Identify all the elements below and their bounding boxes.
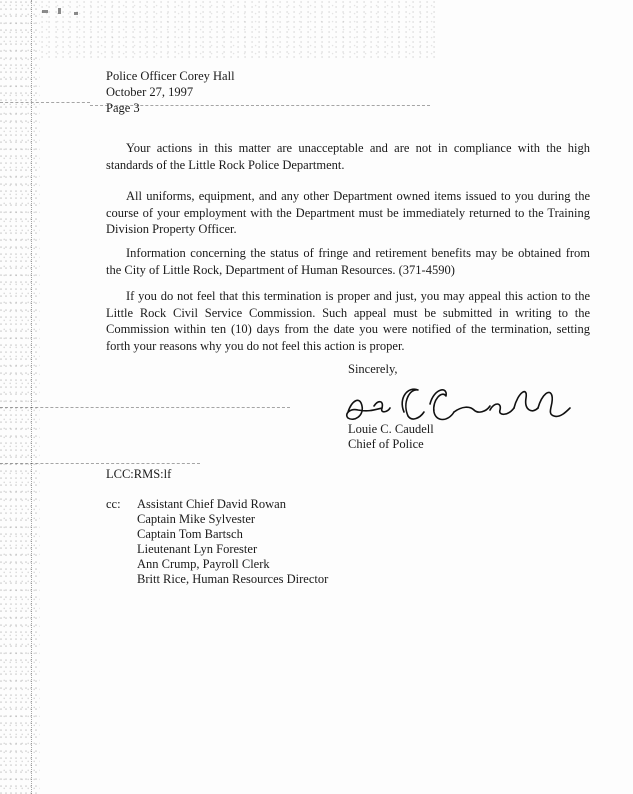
cc-list xyxy=(137,497,328,587)
scan-speck xyxy=(58,8,61,14)
body-paragraph-1: Your actions in this matter are unacceptable and are not in compliance with the high standards of the Little Rock Police Department. xyxy=(106,141,590,172)
page-number: Page 3 xyxy=(106,101,140,115)
cc-recipient: Lieutenant Lyn Forester xyxy=(137,542,258,556)
reference-initials: LCC:RMS:lf xyxy=(106,467,172,481)
body-paragraph-4: If you do not feel that this termination is proper and just, you may appeal this action to the Little Rock Civil Service Commission. Such appeal must be submitted in writing to the Commission within ten (10) days from the date you were notified of the termination, setting forth your reasons why you do not feel this action is proper. xyxy=(106,289,590,353)
cc-recipient: Captain Mike Sylvester xyxy=(137,512,256,526)
recipient-name: Police Officer Corey Hall xyxy=(106,69,235,83)
scan-speck xyxy=(74,12,78,15)
scan-speck xyxy=(42,10,48,13)
scan-line xyxy=(0,102,90,103)
signer-title: Chief of Police xyxy=(348,437,424,451)
letter-header xyxy=(106,68,235,116)
body-paragraph-3: Information concerning the status of fringe and retirement benefits may be obtained from the City of Little Rock, Department of Human Resources. (371-4590) xyxy=(106,246,590,277)
scan-noise-top xyxy=(40,0,440,60)
cc-recipient: Britt Rice, Human Resources Director xyxy=(137,572,329,586)
signer-name: Louie C. Caudell xyxy=(348,422,434,436)
closing-salutation: Sincerely, xyxy=(348,362,398,376)
scan-line xyxy=(0,407,290,408)
cc-label: cc: xyxy=(106,497,121,511)
cc-recipient: Captain Tom Bartsch xyxy=(137,527,243,541)
body-paragraph-2: All uniforms, equipment, and any other Department owned items issued to you during the course of your employment with the Department must be immediately returned to the Training Division Property Officer. xyxy=(106,189,590,236)
scan-noise-left xyxy=(0,0,40,794)
cc-recipient: Ann Crump, Payroll Clerk xyxy=(137,557,270,571)
signature-block xyxy=(348,422,434,452)
cc-recipient: Assistant Chief David Rowan xyxy=(137,497,286,511)
scan-edge-rule xyxy=(31,0,32,794)
scan-line xyxy=(0,463,200,464)
letter-date: October 27, 1997 xyxy=(106,85,194,99)
